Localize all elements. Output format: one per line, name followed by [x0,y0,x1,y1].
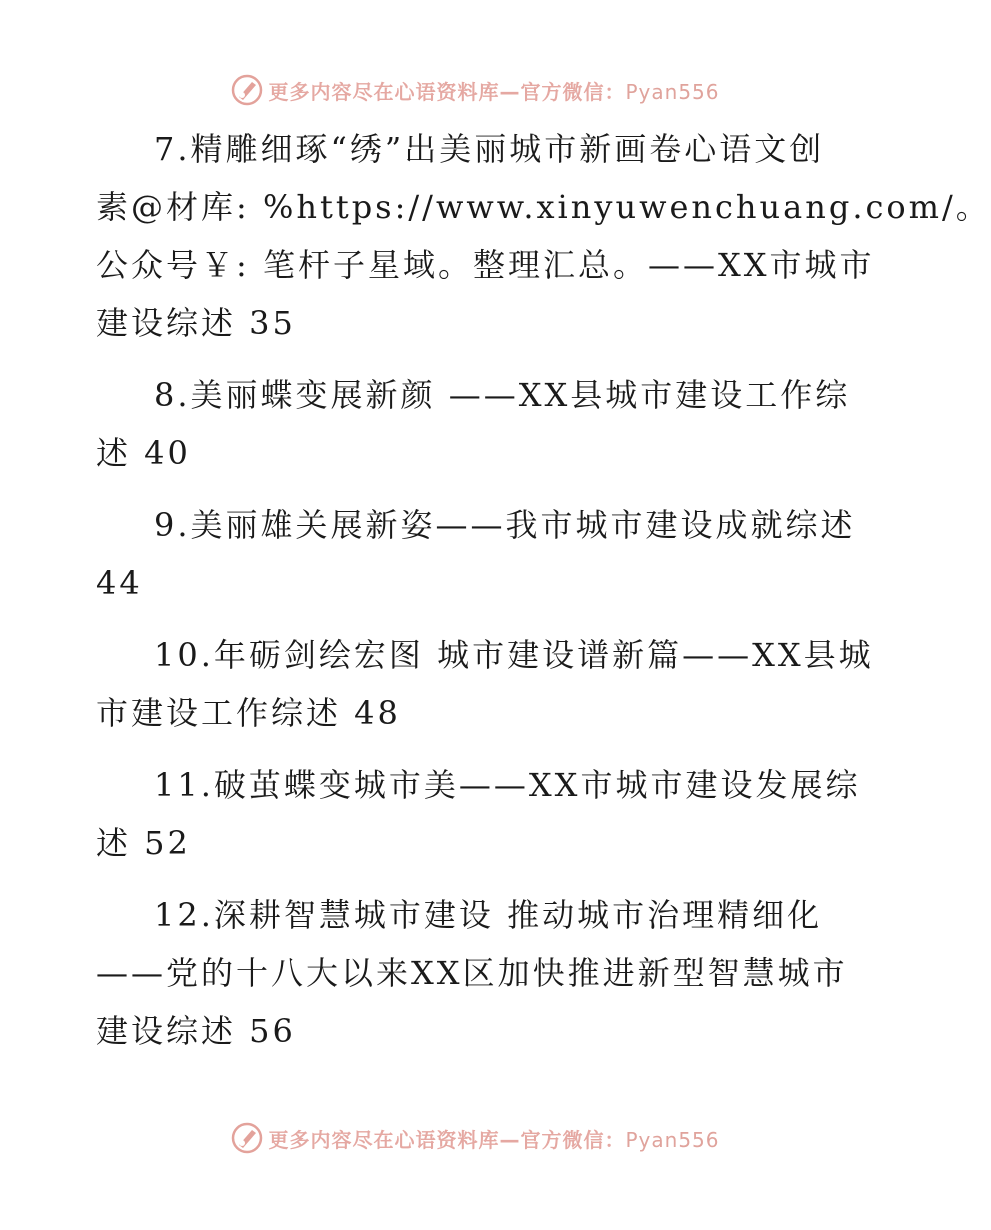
pen-seal-icon [230,1121,264,1155]
toc-entry-line: 11.破茧蝶变城市美——XX市城市建设发展综 [154,766,861,804]
toc-entry[interactable] [96,626,874,742]
toc-entry[interactable] [96,496,856,612]
footer-watermark [0,1118,950,1158]
toc-entry[interactable] [96,366,856,482]
toc-entry-line: 市建设工作综述 48 [96,694,401,732]
header-watermark-text: 更多内容尽在心语资料库—官方微信：Pyan556 [268,79,720,104]
wechat-id: Pyan556 [625,79,720,104]
toc-entry-line: 述 52 [96,824,191,862]
toc-entry-line: 10.年砺剑绘宏图 城市建设谱新篇——XX县城 [154,636,874,674]
toc-entry-line: 12.深耕智慧城市建设 推动城市治理精细化 [154,896,823,934]
toc-entry[interactable] [96,886,856,1060]
toc-entry-line: ——党的十八大以来XX区加快推进新型智慧城市 [96,954,848,992]
header-watermark [0,70,950,110]
toc-entry-line: 7.精雕细琢“绣”出美丽城市新画卷心语文创 [154,130,825,168]
toc-entry[interactable] [96,756,861,872]
toc-entry-line: 述 40 [96,434,191,472]
toc-entry-line: 44 [96,564,143,602]
toc-entry[interactable] [96,120,991,352]
toc-list [96,120,991,1074]
toc-entry-line: 建设综述 35 [96,304,296,342]
toc-entry-line: 8.美丽蝶变展新颜 ——XX县城市建设工作综 [154,376,851,414]
pen-seal-icon [230,73,264,107]
wechat-id: Pyan556 [625,1127,720,1152]
toc-entry-line: 素@材库: %https://www.xinyuwenchuang.com/。 [96,188,991,226]
toc-entry-line: 建设综述 56 [96,1012,296,1050]
footer-watermark-text: 更多内容尽在心语资料库—官方微信：Pyan556 [268,1127,720,1152]
toc-entry-line: 9.美丽雄关展新姿——我市城市建设成就综述 [154,506,856,544]
toc-entry-line: 公众号￥: 笔杆子星域。整理汇总。——XX市城市 [96,246,875,284]
